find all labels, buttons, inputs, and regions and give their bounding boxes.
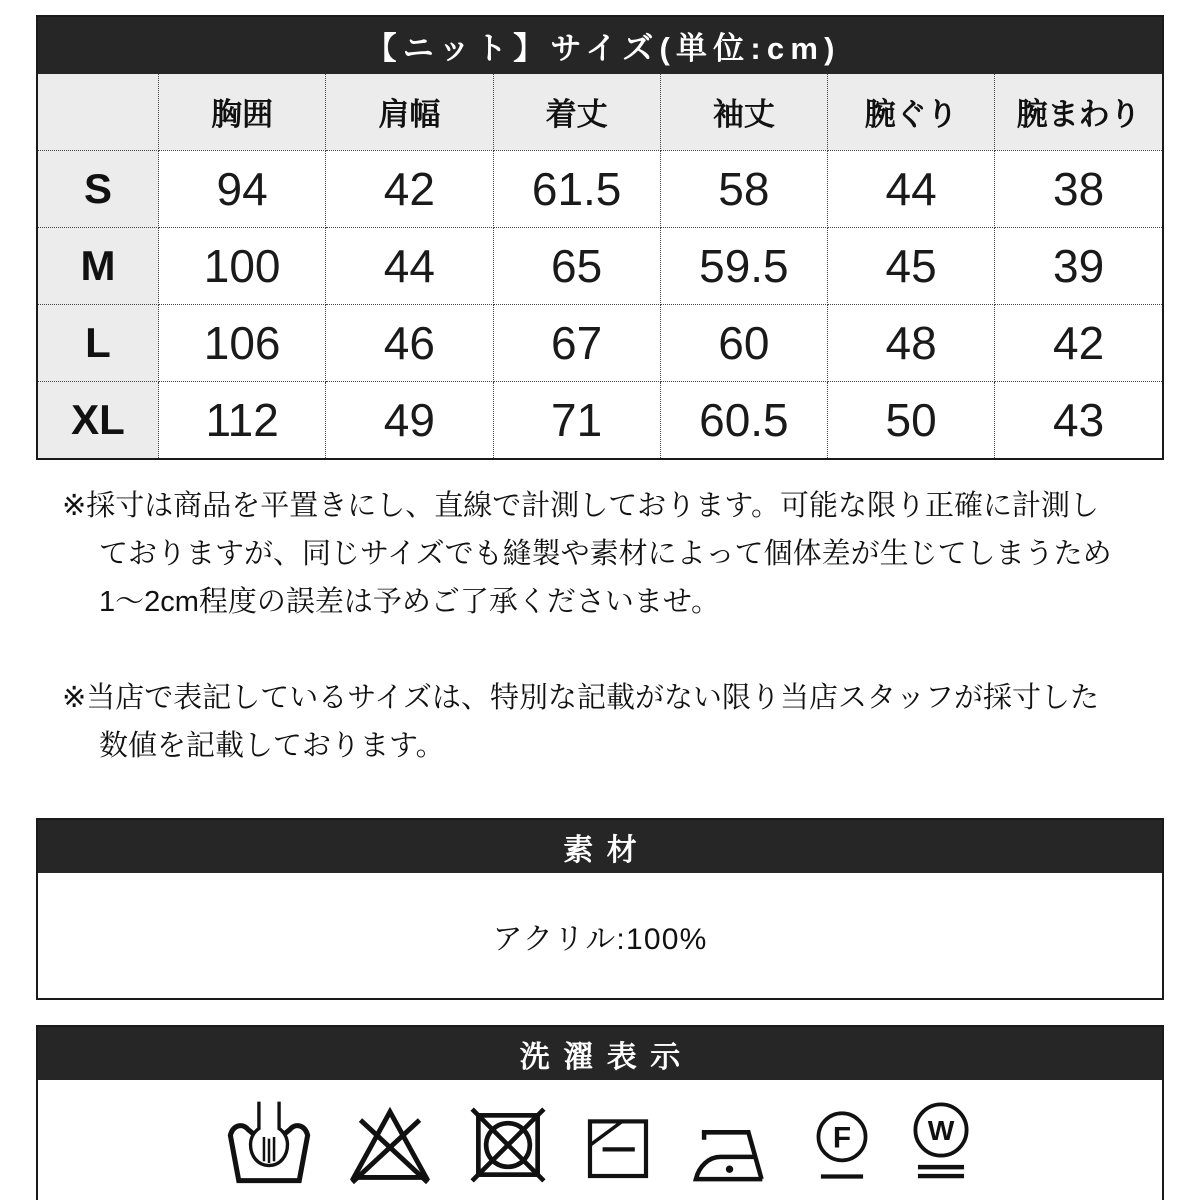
value-cell: 44 (326, 227, 493, 304)
value-cell: 58 (660, 150, 827, 227)
value-cell: 60.5 (660, 381, 827, 458)
note (62, 674, 1160, 770)
corner-cell (38, 74, 159, 150)
care-icon-row (38, 1080, 1162, 1200)
column-header: 袖丈 (660, 74, 827, 150)
value-cell: 61.5 (493, 150, 660, 227)
value-cell: 106 (159, 304, 326, 381)
wet-clean-very-gentle-icon (909, 1099, 973, 1184)
size-label: L (38, 304, 159, 381)
size-table-title: 【ニット】サイズ(単位:cm) (38, 17, 1162, 74)
material-content: アクリル:100% (492, 922, 708, 956)
value-cell: 44 (828, 150, 995, 227)
note-line: ※当店で表記しているサイズは、特別な記載がない限り当店スタッフが採寸した (62, 682, 1099, 714)
size-table-head (38, 74, 1162, 150)
size-label: S (38, 150, 159, 227)
column-header: 胸囲 (159, 74, 326, 150)
material-section (36, 818, 1164, 1000)
size-label: M (38, 227, 159, 304)
value-cell: 112 (159, 381, 326, 458)
value-cell: 43 (995, 381, 1162, 458)
size-table-body (38, 150, 1162, 458)
note-line: ておりますが、同じサイズでも縫製や素材によって個体差が生じてしまうため (99, 538, 1112, 570)
column-header: 腕まわり (995, 74, 1162, 150)
value-cell: 48 (828, 304, 995, 381)
value-cell: 65 (493, 227, 660, 304)
note-line: 数値を記載しております。 (99, 730, 445, 762)
header-row (38, 74, 1162, 150)
wet-clean-letter: W (927, 1115, 955, 1147)
table-row (38, 304, 1162, 381)
value-cell: 39 (995, 227, 1162, 304)
value-cell: 38 (995, 150, 1162, 227)
size-label: XL (38, 381, 159, 458)
value-cell: 42 (995, 304, 1162, 381)
measurement-notes (62, 482, 1160, 770)
note-line: ※採寸は商品を平置きにし、直線で計測しております。可能な限り正確に計測し (62, 490, 1099, 522)
table-row (38, 381, 1162, 458)
column-header: 着丈 (493, 74, 660, 150)
do-not-tumble-dry-icon (469, 1106, 547, 1184)
size-table-section (36, 15, 1164, 460)
value-cell: 45 (828, 227, 995, 304)
material-section-title: 素材 (38, 820, 1162, 873)
value-cell: 49 (326, 381, 493, 458)
dry-clean-f-gentle-icon (811, 1107, 873, 1184)
value-cell: 60 (660, 304, 827, 381)
care-section-title: 洗濯表示 (38, 1027, 1162, 1080)
hand-wash-icon (227, 1100, 311, 1184)
value-cell: 42 (326, 150, 493, 227)
care-section (36, 1025, 1164, 1200)
value-cell: 67 (493, 304, 660, 381)
value-cell: 46 (326, 304, 493, 381)
value-cell: 94 (159, 150, 326, 227)
note-line: 1〜2cm程度の誤差は予めご了承くださいませ。 (99, 586, 721, 618)
do-not-bleach-icon (347, 1102, 433, 1184)
table-row (38, 227, 1162, 304)
value-cell: 100 (159, 227, 326, 304)
value-cell: 71 (493, 381, 660, 458)
column-header: 腕ぐり (828, 74, 995, 150)
column-header: 肩幅 (326, 74, 493, 150)
dry-flat-in-shade-icon (583, 1112, 653, 1184)
value-cell: 59.5 (660, 227, 827, 304)
size-table (38, 74, 1162, 458)
iron-low-heat-icon (689, 1120, 775, 1184)
note (62, 482, 1160, 626)
table-row (38, 150, 1162, 227)
dry-clean-letter: F (832, 1121, 852, 1155)
value-cell: 50 (828, 381, 995, 458)
